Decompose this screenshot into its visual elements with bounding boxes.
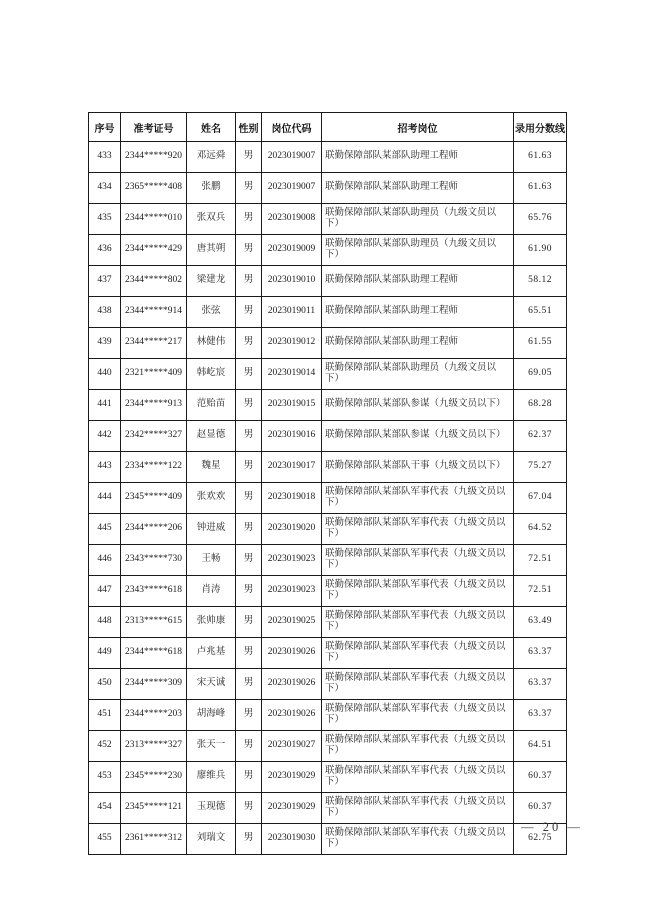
table-cell: 联勤保障部队某部队助理员（九级文员以下）: [322, 204, 514, 235]
table-row: [89, 545, 567, 576]
table-cell: 张双兵: [187, 204, 236, 235]
table-cell: 2334*****122: [121, 452, 187, 483]
table-cell: 男: [236, 235, 262, 266]
table-cell: 男: [236, 700, 262, 731]
table-cell: 437: [89, 266, 121, 297]
table-row: [89, 731, 567, 762]
table-cell: 2023019007: [262, 142, 322, 173]
table-cell: 2023019029: [262, 762, 322, 793]
table-cell: 65.76: [514, 204, 567, 235]
table-row: [89, 483, 567, 514]
table-cell: 450: [89, 669, 121, 700]
table-cell: 447: [89, 576, 121, 607]
table-cell: 2023019023: [262, 545, 322, 576]
table-cell: 男: [236, 390, 262, 421]
table-cell: 联勤保障部队某部队助理工程师: [322, 173, 514, 204]
table-cell: 64.51: [514, 731, 567, 762]
table-cell: 男: [236, 452, 262, 483]
column-header: 性别: [236, 113, 262, 142]
table-cell: 2023019030: [262, 824, 322, 855]
table-cell: 452: [89, 731, 121, 762]
table-cell: 2023019009: [262, 235, 322, 266]
column-header: 姓名: [187, 113, 236, 142]
table-cell: 刘瑞文: [187, 824, 236, 855]
table-cell: 62.37: [514, 421, 567, 452]
table-cell: 2023019027: [262, 731, 322, 762]
table-cell: 441: [89, 390, 121, 421]
table-row: [89, 328, 567, 359]
table-cell: 男: [236, 793, 262, 824]
table-cell: 男: [236, 638, 262, 669]
table-cell: 62.75: [514, 824, 567, 855]
table-cell: 443: [89, 452, 121, 483]
table-cell: 廖维兵: [187, 762, 236, 793]
table-cell: 男: [236, 266, 262, 297]
table-cell: 63.49: [514, 607, 567, 638]
results-table: [88, 112, 567, 855]
table-cell: 林健伟: [187, 328, 236, 359]
table-cell: 联勤保障部队某部队参谋（九级文员以下）: [322, 390, 514, 421]
table-cell: 男: [236, 731, 262, 762]
table-cell: 60.37: [514, 762, 567, 793]
table-cell: 2023019020: [262, 514, 322, 545]
table-cell: 2344*****206: [121, 514, 187, 545]
table-row: [89, 142, 567, 173]
table-cell: 联勤保障部队某部队助理员（九级文员以下）: [322, 359, 514, 390]
table-cell: 2361*****312: [121, 824, 187, 855]
table-cell: 2023019010: [262, 266, 322, 297]
table-row: [89, 421, 567, 452]
table-cell: 联勤保障部队某部队军事代表（九级文员以下）: [322, 793, 514, 824]
table-cell: 联勤保障部队某部队军事代表（九级文员以下）: [322, 762, 514, 793]
header-row: [89, 113, 567, 142]
table-cell: 魏星: [187, 452, 236, 483]
table-row: [89, 638, 567, 669]
table-body: [89, 142, 567, 855]
table-cell: 赵显德: [187, 421, 236, 452]
table-cell: 2023019014: [262, 359, 322, 390]
table-cell: 联勤保障部队某部队助理工程师: [322, 297, 514, 328]
table-cell: 钟进威: [187, 514, 236, 545]
table-cell: 王畅: [187, 545, 236, 576]
column-header: 招考岗位: [322, 113, 514, 142]
table-cell: 65.51: [514, 297, 567, 328]
table-cell: 67.04: [514, 483, 567, 514]
table-cell: 453: [89, 762, 121, 793]
table-cell: 男: [236, 576, 262, 607]
table-cell: 联勤保障部队某部队军事代表（九级文员以下）: [322, 514, 514, 545]
table-cell: 梁建龙: [187, 266, 236, 297]
table-row: [89, 793, 567, 824]
table-cell: 联勤保障部队某部队军事代表（九级文员以下）: [322, 607, 514, 638]
table-cell: 2344*****010: [121, 204, 187, 235]
column-header: 序号: [89, 113, 121, 142]
table-cell: 2344*****429: [121, 235, 187, 266]
table-cell: 联勤保障部队某部队干事（九级文员以下）: [322, 452, 514, 483]
table-cell: 2344*****618: [121, 638, 187, 669]
table-cell: 2023019023: [262, 576, 322, 607]
table-cell: 2344*****309: [121, 669, 187, 700]
table-cell: 449: [89, 638, 121, 669]
table-row: [89, 576, 567, 607]
table-row: [89, 173, 567, 204]
table-cell: 2342*****327: [121, 421, 187, 452]
table-cell: 440: [89, 359, 121, 390]
table-row: [89, 514, 567, 545]
table-row: [89, 452, 567, 483]
table-cell: 2343*****730: [121, 545, 187, 576]
table-cell: 联勤保障部队某部队参谋（九级文员以下）: [322, 421, 514, 452]
table-cell: 男: [236, 607, 262, 638]
table-cell: 2344*****914: [121, 297, 187, 328]
table-cell: 男: [236, 142, 262, 173]
table-cell: 联勤保障部队某部队军事代表（九级文员以下）: [322, 576, 514, 607]
table-cell: 2023019017: [262, 452, 322, 483]
table-cell: 联勤保障部队某部队军事代表（九级文员以下）: [322, 824, 514, 855]
table-row: [89, 762, 567, 793]
table-cell: 张弦: [187, 297, 236, 328]
table-cell: 435: [89, 204, 121, 235]
table-cell: 434: [89, 173, 121, 204]
table-cell: 444: [89, 483, 121, 514]
table-cell: 男: [236, 359, 262, 390]
table-cell: 63.37: [514, 669, 567, 700]
page-number: — 20 —: [521, 820, 583, 834]
table-cell: 451: [89, 700, 121, 731]
table-cell: 联勤保障部队某部队军事代表（九级文员以下）: [322, 483, 514, 514]
table-cell: 2344*****217: [121, 328, 187, 359]
table-cell: 联勤保障部队某部队军事代表（九级文员以下）: [322, 638, 514, 669]
table-cell: 72.51: [514, 576, 567, 607]
table-cell: 72.51: [514, 545, 567, 576]
table-cell: 男: [236, 421, 262, 452]
table-cell: 2023019026: [262, 669, 322, 700]
table-cell: 2023019015: [262, 390, 322, 421]
table-cell: 联勤保障部队某部队军事代表（九级文员以下）: [322, 700, 514, 731]
table-cell: 58.12: [514, 266, 567, 297]
table-cell: 张欢欢: [187, 483, 236, 514]
table-cell: 卢兆基: [187, 638, 236, 669]
table-cell: 联勤保障部队某部队助理员（九级文员以下）: [322, 235, 514, 266]
table-row: [89, 390, 567, 421]
table-cell: 445: [89, 514, 121, 545]
table-cell: 唐其朔: [187, 235, 236, 266]
table-cell: 玉现德: [187, 793, 236, 824]
table-cell: 胡海峰: [187, 700, 236, 731]
table-cell: 韩屹宸: [187, 359, 236, 390]
table-row: [89, 607, 567, 638]
table-cell: 2365*****408: [121, 173, 187, 204]
table-cell: 2313*****615: [121, 607, 187, 638]
table-cell: 448: [89, 607, 121, 638]
table-row: [89, 359, 567, 390]
table-cell: 2023019008: [262, 204, 322, 235]
table-cell: 63.37: [514, 638, 567, 669]
table-cell: 438: [89, 297, 121, 328]
table-cell: 61.63: [514, 142, 567, 173]
table-cell: 69.05: [514, 359, 567, 390]
table-cell: 2023019026: [262, 638, 322, 669]
table-row: [89, 669, 567, 700]
table-cell: 446: [89, 545, 121, 576]
table-cell: 2344*****802: [121, 266, 187, 297]
table-row: [89, 204, 567, 235]
table-cell: 联勤保障部队某部队助理工程师: [322, 142, 514, 173]
table-cell: 男: [236, 545, 262, 576]
table-cell: 2023019016: [262, 421, 322, 452]
table-cell: 2321*****409: [121, 359, 187, 390]
table-cell: 2023019025: [262, 607, 322, 638]
table-cell: 433: [89, 142, 121, 173]
table-cell: 2023019007: [262, 173, 322, 204]
table-cell: 联勤保障部队某部队助理工程师: [322, 266, 514, 297]
table-cell: 邓远舜: [187, 142, 236, 173]
table-cell: 2023019029: [262, 793, 322, 824]
table-cell: 61.55: [514, 328, 567, 359]
table-cell: 男: [236, 669, 262, 700]
table-cell: 2345*****230: [121, 762, 187, 793]
table-row: [89, 297, 567, 328]
table-cell: 2345*****409: [121, 483, 187, 514]
table-cell: 男: [236, 173, 262, 204]
table-cell: 2345*****121: [121, 793, 187, 824]
table-cell: 联勤保障部队某部队军事代表（九级文员以下）: [322, 669, 514, 700]
table-cell: 男: [236, 204, 262, 235]
table-cell: 男: [236, 762, 262, 793]
table-cell: 男: [236, 297, 262, 328]
table-cell: 61.90: [514, 235, 567, 266]
table-row: [89, 235, 567, 266]
table-cell: 男: [236, 824, 262, 855]
table-cell: 2343*****618: [121, 576, 187, 607]
table-cell: 张帅康: [187, 607, 236, 638]
table-cell: 63.37: [514, 700, 567, 731]
table-cell: 68.28: [514, 390, 567, 421]
table-cell: 宋天诚: [187, 669, 236, 700]
table-cell: 455: [89, 824, 121, 855]
table-cell: 439: [89, 328, 121, 359]
table-cell: 张鹏: [187, 173, 236, 204]
table-cell: 范贻苗: [187, 390, 236, 421]
table-cell: 2023019011: [262, 297, 322, 328]
table-cell: 454: [89, 793, 121, 824]
table-cell: 联勤保障部队某部队军事代表（九级文员以下）: [322, 545, 514, 576]
column-header: 岗位代码: [262, 113, 322, 142]
column-header: 准考证号: [121, 113, 187, 142]
table-cell: 436: [89, 235, 121, 266]
table-cell: 联勤保障部队某部队军事代表（九级文员以下）: [322, 731, 514, 762]
table-cell: 75.27: [514, 452, 567, 483]
column-header: 录用分数线: [514, 113, 567, 142]
table-row: [89, 824, 567, 855]
table-cell: 2023019012: [262, 328, 322, 359]
table-cell: 肖涛: [187, 576, 236, 607]
table-cell: 2344*****920: [121, 142, 187, 173]
table-cell: 张天一: [187, 731, 236, 762]
table-row: [89, 700, 567, 731]
table-cell: 442: [89, 421, 121, 452]
table-cell: 联勤保障部队某部队助理工程师: [322, 328, 514, 359]
table-cell: 男: [236, 514, 262, 545]
table-cell: 男: [236, 483, 262, 514]
table-cell: 2023019018: [262, 483, 322, 514]
table-row: [89, 266, 567, 297]
table-cell: 2023019026: [262, 700, 322, 731]
table-cell: 61.63: [514, 173, 567, 204]
table-cell: 2344*****913: [121, 390, 187, 421]
table-cell: 60.37: [514, 793, 567, 824]
table-cell: 男: [236, 328, 262, 359]
table-cell: 64.52: [514, 514, 567, 545]
table-cell: 2313*****327: [121, 731, 187, 762]
table-cell: 2344*****203: [121, 700, 187, 731]
